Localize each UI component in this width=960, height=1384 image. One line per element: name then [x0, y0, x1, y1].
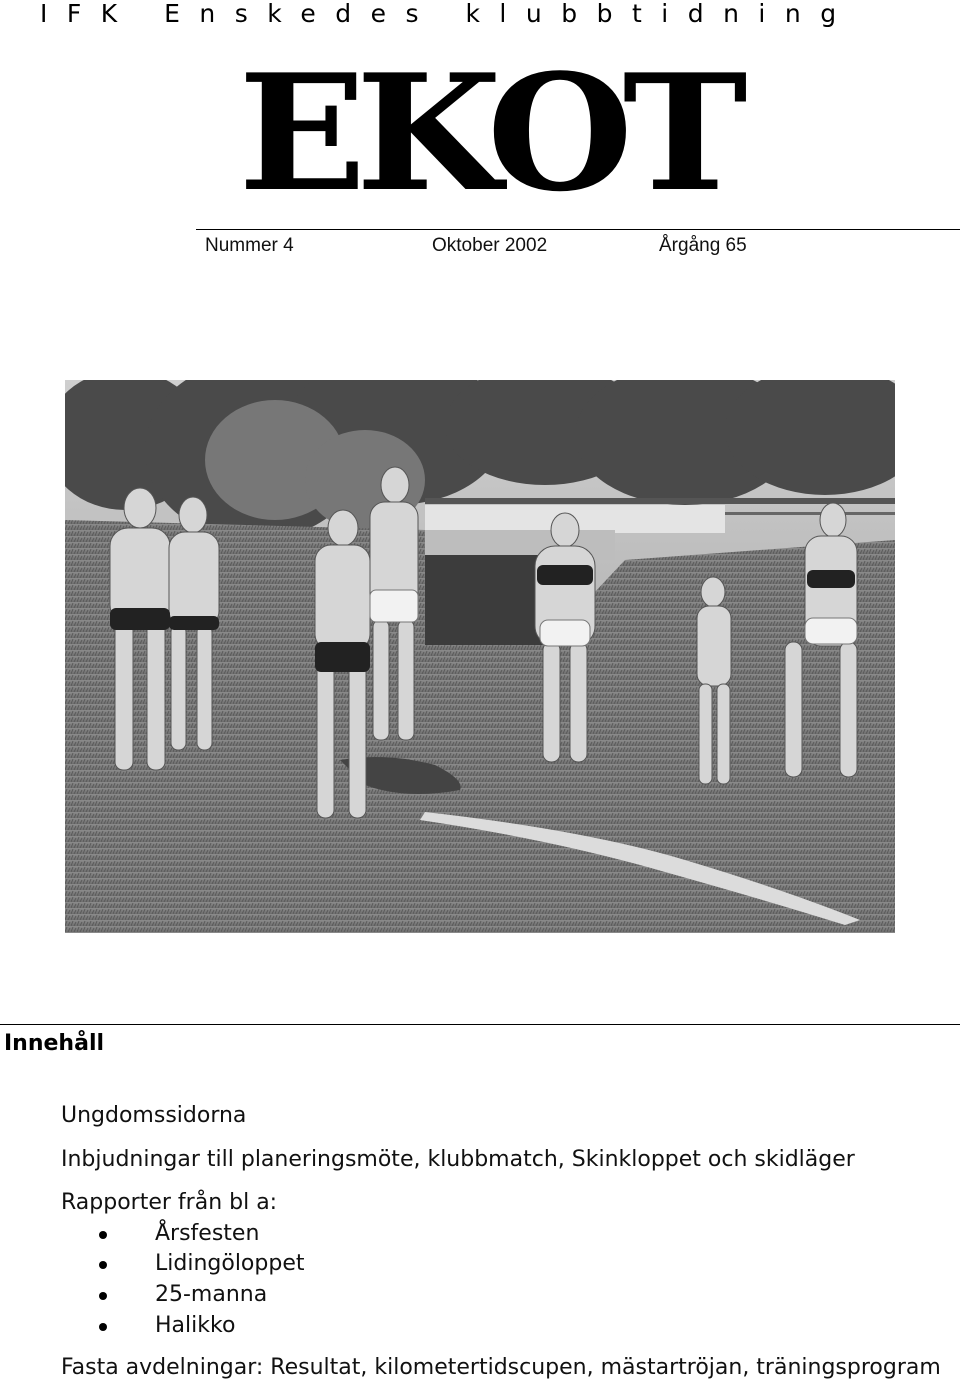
- contents-heading: Innehåll: [4, 1031, 105, 1056]
- contents-rule: [0, 1024, 960, 1025]
- issue-date: Oktober 2002: [432, 235, 548, 256]
- club-name: IFK Enskedes klubbtidning: [40, 0, 856, 28]
- masthead-title: EKOT: [238, 39, 738, 227]
- contents-item-reports: Rapporter från bl a:: [61, 1190, 278, 1215]
- cover-photo: [65, 380, 895, 933]
- bullet-icon: [99, 1292, 107, 1300]
- bullet-icon: [99, 1231, 107, 1239]
- report-item: Halikko: [155, 1313, 236, 1338]
- contents-item-invitations: Inbjudningar till planeringsmöte, klubbmatch, Skinkloppet och skidläger: [61, 1147, 855, 1172]
- report-item: Lidingöloppet: [155, 1251, 305, 1276]
- issue-volume: Årgång 65: [659, 235, 747, 256]
- header-rule: [196, 229, 960, 230]
- issue-number: Nummer 4: [205, 235, 294, 256]
- bullet-icon: [99, 1261, 107, 1269]
- report-item: Årsfesten: [155, 1221, 260, 1246]
- contents-item-youth: Ungdomssidorna: [61, 1103, 247, 1128]
- contents-item-regular: Fasta avdelningar: Resultat, kilometertidscupen, mästartröjan, träningsprogram: [61, 1355, 941, 1380]
- bullet-icon: [99, 1323, 107, 1331]
- report-item: 25-manna: [155, 1282, 268, 1307]
